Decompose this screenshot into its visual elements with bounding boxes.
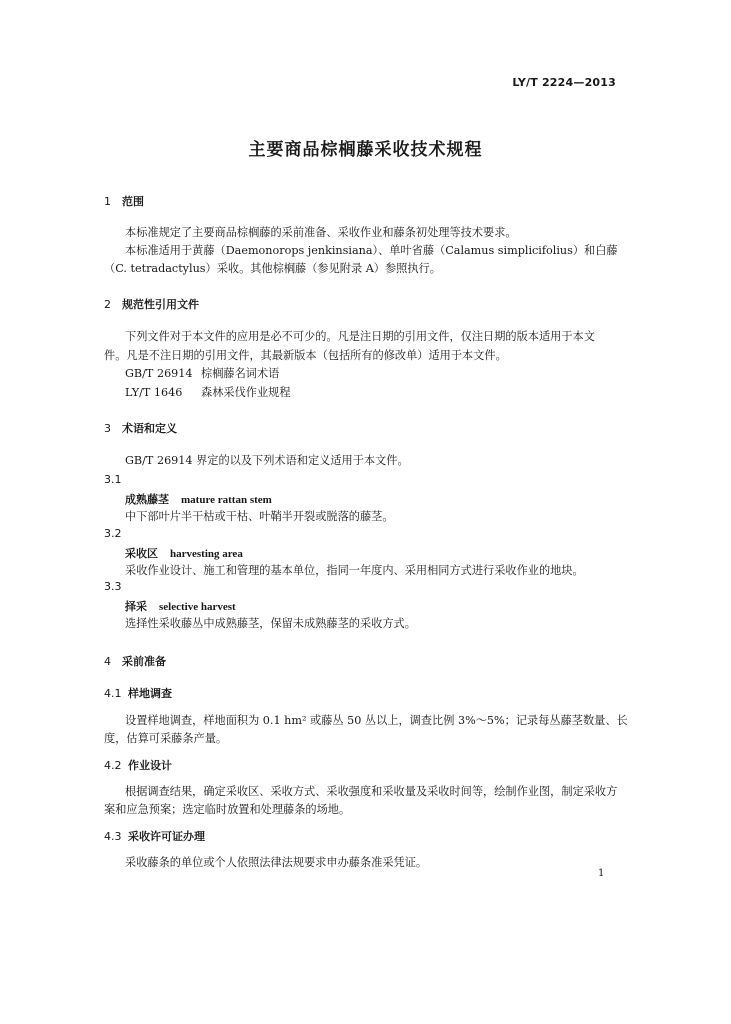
section-1-heading: 1 范围 bbox=[104, 195, 144, 208]
term-definition: 选择性采收藤丛中成熟藤茎，保留未成熟藤茎的采收方式。 bbox=[125, 617, 416, 630]
section-4-heading: 4 采前准备 bbox=[104, 655, 166, 668]
document-title: 主要商品棕榈藤采收技术规程 bbox=[248, 140, 483, 160]
reference-1: GB/T 26914 棕榈藤名词术语 bbox=[125, 367, 280, 380]
subsection-4-2-heading: 4.2 作业设计 bbox=[104, 759, 172, 772]
section-3-heading: 3 术语和定义 bbox=[104, 422, 177, 435]
subsection-4-3-heading: 4.3 采收许可证办理 bbox=[104, 830, 205, 843]
section-2-para-2: 件。凡是不注日期的引用文件，其最新版本（包括所有的修改单）适用于本文件。 bbox=[104, 349, 507, 362]
section-2-heading: 2 规范性引用文件 bbox=[104, 298, 199, 311]
subsection-4-2-line-2: 案和应急预案；选定临时放置和处理藤条的场地。 bbox=[104, 803, 351, 816]
section-3-intro: GB/T 26914 界定的以及下列术语和定义适用于本文件。 bbox=[125, 454, 409, 467]
section-1-para-1: 本标准规定了主要商品棕榈藤的采前准备、采收作业和藤条初处理等技术要求。 bbox=[125, 226, 517, 239]
term-number: 3.3 bbox=[104, 580, 122, 593]
term-title: 采收区 harvesting area bbox=[125, 547, 243, 560]
reference-2: LY/T 1646 森林采伐作业规程 bbox=[125, 386, 291, 399]
section-2-para-1: 下列文件对于本文件的应用是必不可少的。凡是注日期的引用文件，仅注日期的版本适用于本文 bbox=[125, 330, 595, 343]
term-number: 3.1 bbox=[104, 473, 122, 486]
section-1-para-3: （C. tetradactylus）采收。其他棕榈藤（参见附录 A）参照执行。 bbox=[104, 262, 441, 275]
term-title: 择采 selective harvest bbox=[125, 600, 236, 613]
term-definition: 中下部叶片半干枯或干枯、叶鞘半开裂或脱落的藤茎。 bbox=[125, 510, 394, 523]
standard-code: LY/T 2224—2013 bbox=[512, 76, 616, 89]
subsection-4-3-line-1: 采收藤条的单位或个人依照法律法规要求申办藤条准采凭证。 bbox=[125, 856, 428, 869]
term-number: 3.2 bbox=[104, 527, 122, 540]
term-definition: 采收作业设计、施工和管理的基本单位，指同一年度内、采用相同方式进行采收作业的地块。 bbox=[125, 564, 584, 577]
section-1-para-2: 本标准适用于黄藤（Daemonorops jenkinsiana）、单叶省藤（Calamus simplicifolius）和白藤 bbox=[125, 244, 618, 257]
subsection-4-1-line-2: 度，估算可采藤条产量。 bbox=[104, 732, 228, 745]
term-title: 成熟藤茎 mature rattan stem bbox=[125, 493, 272, 506]
page-number: 1 bbox=[598, 868, 605, 879]
subsection-4-1-heading: 4.1 样地调查 bbox=[104, 687, 172, 700]
subsection-4-2-line-1: 根据调查结果，确定采收区、采收方式、采收强度和采收量及采收时间等，绘制作业图，制定采收方 bbox=[125, 785, 618, 798]
subsection-4-1-line-1: 设置样地调查，样地面积为 0.1 hm² 或藤丛 50 丛以上，调查比例 3%～5%；记录每丛藤茎数量、长 bbox=[125, 714, 628, 727]
